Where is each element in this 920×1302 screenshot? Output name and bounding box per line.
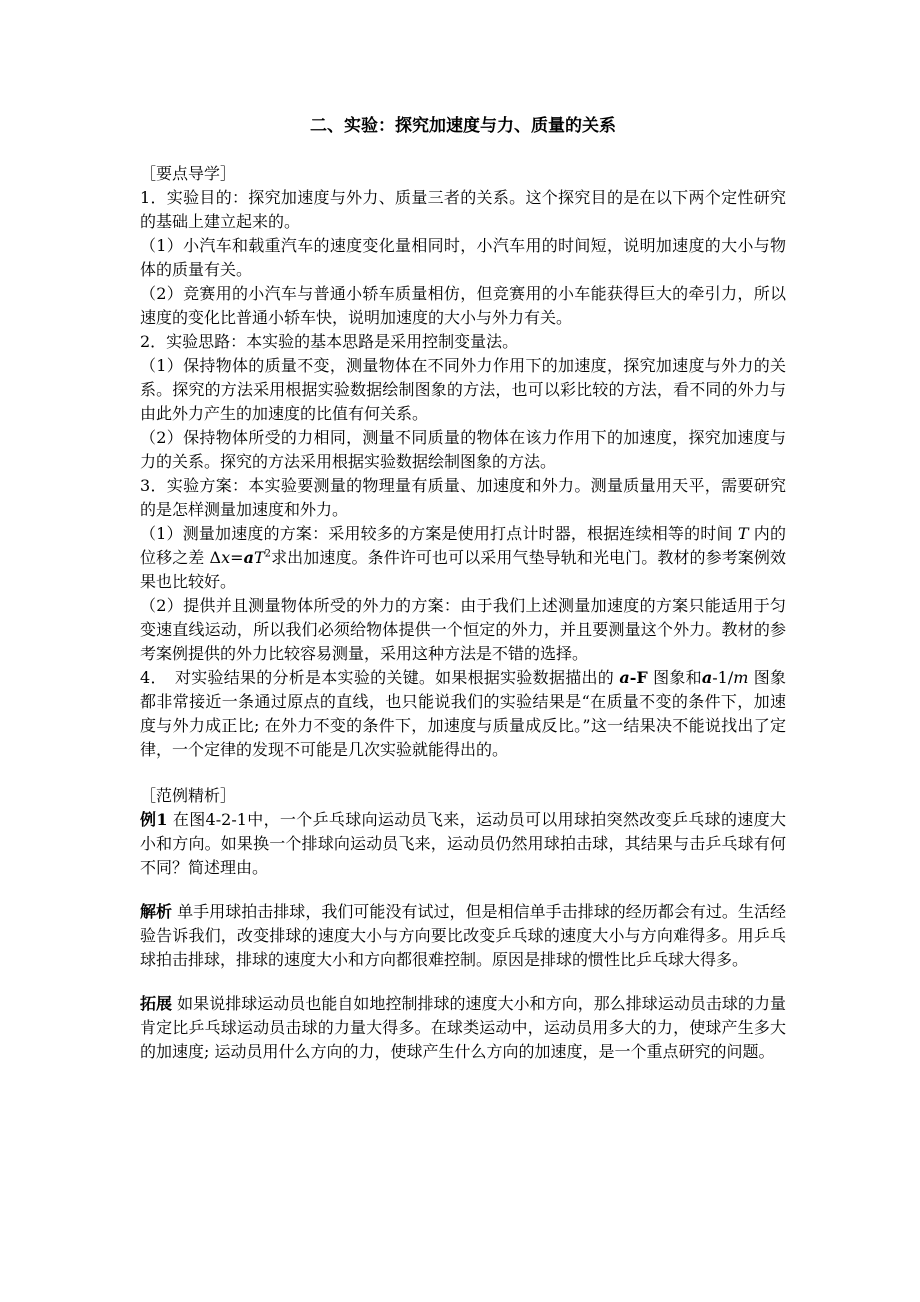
- document-title: 二、实验：探究加速度与力、质量的关系: [310, 116, 616, 136]
- symbol-dash-of-aF: -: [629, 668, 637, 687]
- paragraph-1-1: （1）小汽车和载重汽车的速度变化量相同时，小汽车用的时间短，说明加速度的大小与物体的质量有关。: [140, 236, 786, 279]
- symbol-m-of-am: m: [733, 668, 749, 687]
- example-spacer: [140, 880, 786, 900]
- paragraph-3-1-part3: 求出加速度。条件许可也可以采用气垫导轨和光电门。教材的参考案例效果也比较好。: [140, 548, 786, 591]
- symbol-F-of-aF: F: [636, 668, 648, 687]
- paragraph-2-1: （1）保持物体的质量不变，测量物体在不同外力作用下的加速度，探究加速度与外力的关系。探究的方法采用根据实验数据绘制图象的方法，也可以彩比较的方法，看不同的外力与由此外力产生的加速度的比值有何关系。: [140, 356, 786, 423]
- symbol-a-of-aF: a: [619, 668, 630, 687]
- symbol-a: a: [243, 548, 254, 567]
- paragraph-1-2: （2）竞赛用的小汽车与普通小轿车质量相仿，但竞赛用的小车能获得巨大的牵引力，所以速度的变化比普通小轿车快，说明加速度的大小与外力有关。: [140, 284, 786, 327]
- paragraph-4-part2: 图象和: [647, 668, 702, 687]
- symbol-T: T: [737, 524, 749, 543]
- paragraph-3-1-part1: （1）测量加速度的方案：采用较多的方案是使用打点计时器，根据连续相等的时间: [140, 524, 738, 543]
- analysis-text: 单手用球拍击排球，我们可能没有试过，但是相信单手击排球的经历都会有过。生活经验告诉我们，改变排球的速度大小与方向要比改变乒乓球的速度大小与方向难得多。用乒乓球拍击排球，排球的速度大小和方向都很难控制。原因是排球的惯性比乒乓球大得多。: [140, 902, 786, 969]
- extension-text: 如果说排球运动员也能自如地控制排球的速度大小和方向，那么排球运动员击球的力量肯定比乒乓球运动员击球的力量大得多。在球类运动中，运动员用多大的力，使球产生多大的加速度; 运动员用什么方向的力，使球产生什么方向的加速度，是一个重点研究的问题。: [140, 994, 786, 1061]
- symbol-a-of-am: a: [701, 668, 713, 687]
- paragraph-2-2: （2）保持物体所受的力相同，测量不同质量的物体在该力作用下的加速度，探究加速度与力的关系。探究的方法采用根据实验数据绘制图象的方法。: [140, 428, 786, 471]
- extension-label: 拓展: [140, 994, 173, 1013]
- extension: [140, 992, 786, 1064]
- paragraph-3: 3．实验方案：本实验要测量的物理量有质量、加速度和外力。测量质量用天平，需要研究的是怎样测量加速度和外力。: [140, 476, 786, 519]
- document-page: [140, 112, 786, 1064]
- paragraph-4-part3: 图象都非常接近一条通过原点的直线，也只能说我们的实验结果是“在质量不变的条件下，加速度与外力成正比; 在外力不变的条件下，加速度与质量成反比。”这一结果决不能说找出了定律，一个定律的发现不可能是几次实验就能得出的。: [140, 668, 786, 759]
- paragraph-1: 1．实验目的：探究加速度与外力、质量三者的关系。这个探究目的是在以下两个定性研究的基础上建立起来的。: [140, 188, 786, 231]
- analysis-spacer: [140, 972, 786, 992]
- analysis-label: 解析: [140, 902, 173, 921]
- symbol-equals: =: [230, 548, 244, 567]
- paragraph-3-2: （2）提供并且测量物体所受的外力的方案：由于我们上述测量加速度的方案只能适用于匀变速直线运动，所以我们必须给物体提供一个恒定的外力，并且要测量这个外力。教材的参考案例提供的外力比较容易测量，采用这种方法是不错的选择。: [140, 596, 786, 663]
- symbol-rest-of-am: -1/: [712, 668, 734, 687]
- paragraph-3-1: [140, 522, 786, 594]
- example-label: 例1: [140, 810, 168, 829]
- paragraph-4: [140, 666, 786, 762]
- example-1: [140, 808, 786, 880]
- example-text: 在图4-2-1中，一个乒乓球向运动员飞来，运动员可以用球拍突然改变乒乓球的速度大小和方向。如果换一个排球向运动员飞来，运动员仍然用球拍击球，其结果与击乒乓球有何不同？简述理由。: [140, 810, 786, 877]
- superscript-2: 2: [264, 548, 271, 560]
- paragraph-2: 2．实验思路：本实验的基本思路是采用控制变量法。: [140, 332, 519, 351]
- analysis: [140, 900, 786, 972]
- paragraph-3-1-part2: 内的位移之差 Δ: [140, 524, 786, 567]
- symbol-x: x: [221, 548, 231, 567]
- section-spacer: [140, 762, 786, 784]
- section-heading-examples: ［范例精析］: [140, 786, 237, 805]
- symbol-T-squared: T: [253, 548, 265, 567]
- section-heading-key-points: ［要点导学］: [140, 164, 237, 183]
- paragraph-4-part1: 4． 对实验结果的分析是本实验的关键。如果根据实验数据描出的: [140, 668, 620, 687]
